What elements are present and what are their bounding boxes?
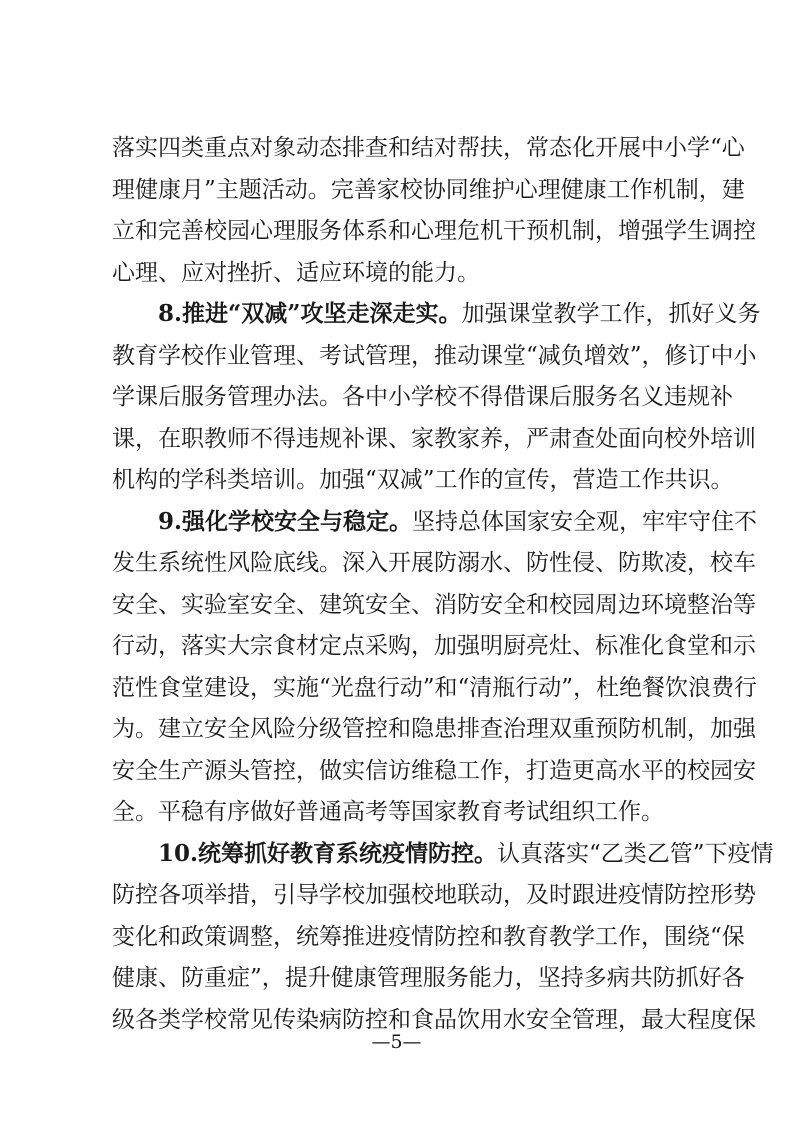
paragraph-heading: 8.推进“双减”攻坚走深走实。 — [158, 300, 462, 327]
paragraph-line: 安全生产源头管控，做实信访维稳工作，打造更高水平的校园安 — [112, 758, 756, 784]
paragraph-line: 安全、实验室安全、建筑安全、消防安全和校园周边环境整治等 — [112, 592, 756, 618]
paragraph-line: 变化和政策调整，统筹推进疫情防控和教育教学工作，围绕“保 — [112, 924, 745, 950]
paragraph-heading: 10.统筹抓好教育系统疫情防控。 — [158, 840, 498, 867]
paragraph-first-line — [158, 299, 761, 329]
paragraph-line: 坚持总体国家安全观，牢牢守住不 — [412, 509, 758, 535]
paragraph-first-line — [158, 839, 774, 869]
paragraph-line: 落实四类重点对象动态排查和结对帮扶，常态化开展中小学“心 — [112, 135, 745, 161]
paragraph-line: 全。平稳有序做好普通高考等国家教育考试组织工作。 — [112, 799, 664, 825]
paragraph-line: 为。建立安全风险分级管控和隐患排查治理双重预防机制，加强 — [112, 716, 756, 742]
paragraph-line: 加强课堂教学工作，抓好义务 — [461, 301, 761, 327]
paragraph-line: 心理、应对挫折、适应环境的能力。 — [112, 260, 480, 286]
paragraph-line: 立和完善校园心理服务体系和心理危机干预机制，增强学生调控 — [112, 218, 756, 244]
paragraph-line: 理健康月”主题活动。完善家校协同维护心理健康工作机制，建 — [112, 177, 745, 203]
paragraph-line: 防控各项举措，引导学校加强校地联动，及时跟进疫情防控形势 — [112, 882, 756, 908]
paragraph-line: 课，在职教师不得违规补课、家教家养，严肃查处面向校外培训 — [112, 426, 756, 452]
paragraph-line: 学课后服务管理办法。各中小学校不得借课后服务名义违规补 — [112, 384, 733, 410]
paragraph-first-line — [158, 507, 758, 537]
page-number: —5— — [371, 1031, 422, 1053]
paragraph-line: 行动，落实大宗食材定点采购，加强明厨亮灶、标准化食堂和示 — [112, 633, 756, 659]
paragraph-heading: 9.强化学校安全与稳定。 — [158, 508, 413, 535]
paragraph-line: 发生系统性风险底线。深入开展防溺水、防性侵、防欺凌，校车 — [112, 550, 756, 576]
paragraph-line: 范性食堂建设，实施“光盘行动”和“清瓶行动”，杜绝餐饮浪费行 — [112, 675, 758, 701]
paragraph-line: 机构的学科类培训。加强“双减”工作的宣传，营造工作共识。 — [112, 467, 734, 493]
paragraph-line: 认真落实“乙类乙管”下疫情 — [497, 841, 774, 867]
paragraph-line: 健康、防重症”，提升健康管理服务能力，坚持多病共防抓好各 — [112, 965, 745, 991]
paragraph-line: 级各类学校常见传染病防控和食品饮用水安全管理，最大程度保 — [112, 1007, 756, 1033]
paragraph-line: 教育学校作业管理、考试管理，推动课堂“减负增效”，修订中小 — [112, 343, 757, 369]
